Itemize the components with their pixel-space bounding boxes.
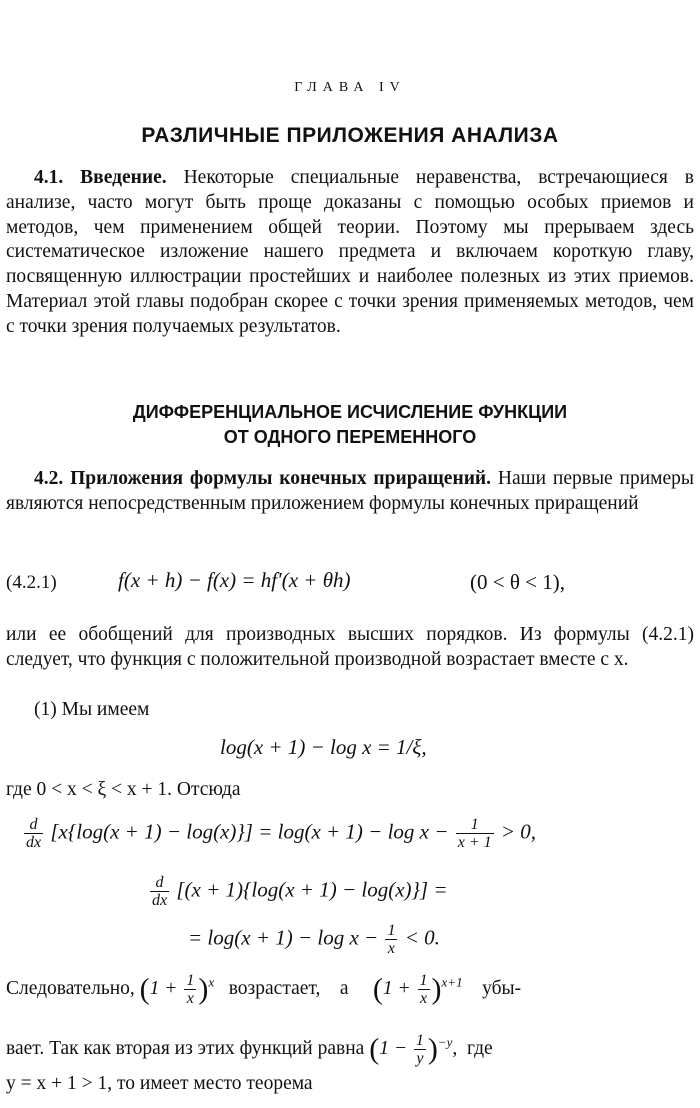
d-dx-fraction: $\frac{d}{dx}$ — [152, 874, 168, 909]
derivative-1-fraction: $\frac{1}{x + 1}$ — [457, 816, 492, 851]
expression-2: (1 + $\frac{1}{x}$ )$^{x+1}$ — [372, 972, 463, 1007]
section-heading-line2: ОТ ОДНОГО ПЕРЕМЕННОГО — [223, 427, 477, 447]
intro-text: Некоторые специальные неравенства, встречающиеся в анализе, часто могут быть проще доказаны с помощью особых приемов и методов, чем применением общей теории. Поэтому мы прерываем здесь систематическое изложение нашего предмета и включаем короткую главу, посвященную иллюстрации простейших и наиболее полезных из этих приемов. Материал этой главы подобран скорее с точки зрения применяемых методов, чем с точки зрения получаемых результатов. — [6, 167, 694, 337]
consequently-line: Следовательно, (1 + $\frac{1}{x}$ )$^x$ возрастает, а (1 + $\frac{1}{x}$ )$^{x+1}$ убы- — [6, 972, 522, 1007]
final-line-2: y = x + 1 > 1, то имеет место теорема — [6, 1073, 313, 1094]
equation-421: f(x + h) − f(x) = hf′(x + θh) — [118, 568, 351, 592]
section42-lead: 4.2. Приложения формулы конечных приращений. — [34, 468, 492, 489]
final-line-1: вает. Так как вторая из этих функций равна (1 − $\frac{1}{y}$ )$^{-y}$, где — [6, 1032, 493, 1067]
derivative-2-line2: = log(x + 1) − log x − $\frac{1}{x}$ < 0. — [188, 922, 440, 957]
intro-lead: 4.1. Введение. — [34, 167, 167, 188]
item-1: (1) Мы имеем — [34, 699, 150, 720]
intro-paragraph — [6, 166, 694, 340]
derivative-1-rhs: > 0, — [500, 819, 537, 844]
section-heading — [0, 400, 700, 450]
after-equation-paragraph: или ее обобщений для производных высших порядков. Из формулы (4.2.1) следует, что функция с положительной производной возрастает вместе с x. — [6, 624, 694, 670]
derivative-1-lhs: [x{log(x + 1) − log(x)}] = log(x + 1) − log x − — [50, 819, 449, 844]
derivative-1 — [22, 816, 536, 851]
equation-421-condition: (0 < θ < 1), — [470, 570, 565, 594]
equation-log: log(x + 1) − log x = 1/ξ, — [220, 735, 427, 759]
chapter-title: РАЗЛИЧНЫЕ ПРИЛОЖЕНИЯ АНАЛИЗА — [141, 124, 559, 147]
where-line: где 0 < x < ξ < x + 1. Отсюда — [6, 779, 241, 800]
derivative-2 — [148, 874, 448, 909]
derivative-2-lhs: [(x + 1){log(x + 1) − log(x)}] = — [176, 877, 448, 902]
section42-text: Наши первые примеры являются непосредственным приложением формулы конечных приращений — [6, 468, 695, 514]
equation-number: (4.2.1) — [6, 572, 57, 593]
section42-paragraph — [6, 467, 694, 517]
derivative-2-fraction: $\frac{1}{x}$ — [387, 922, 396, 957]
expression-1: (1 + $\frac{1}{x}$ )$^x$ — [139, 972, 215, 1007]
section-heading-line1: ДИФФЕРЕНЦИАЛЬНОЕ ИСЧИСЛЕНИЕ ФУНКЦИИ — [132, 402, 568, 422]
consequently-word: Следовательно, — [6, 977, 135, 999]
d-dx-fraction: $\frac{d}{dx}$ — [26, 816, 42, 851]
chapter-label: ГЛАВА IV — [294, 80, 406, 95]
expression-3: (1 − $\frac{1}{y}$ )$^{-y}$ — [369, 1032, 453, 1067]
